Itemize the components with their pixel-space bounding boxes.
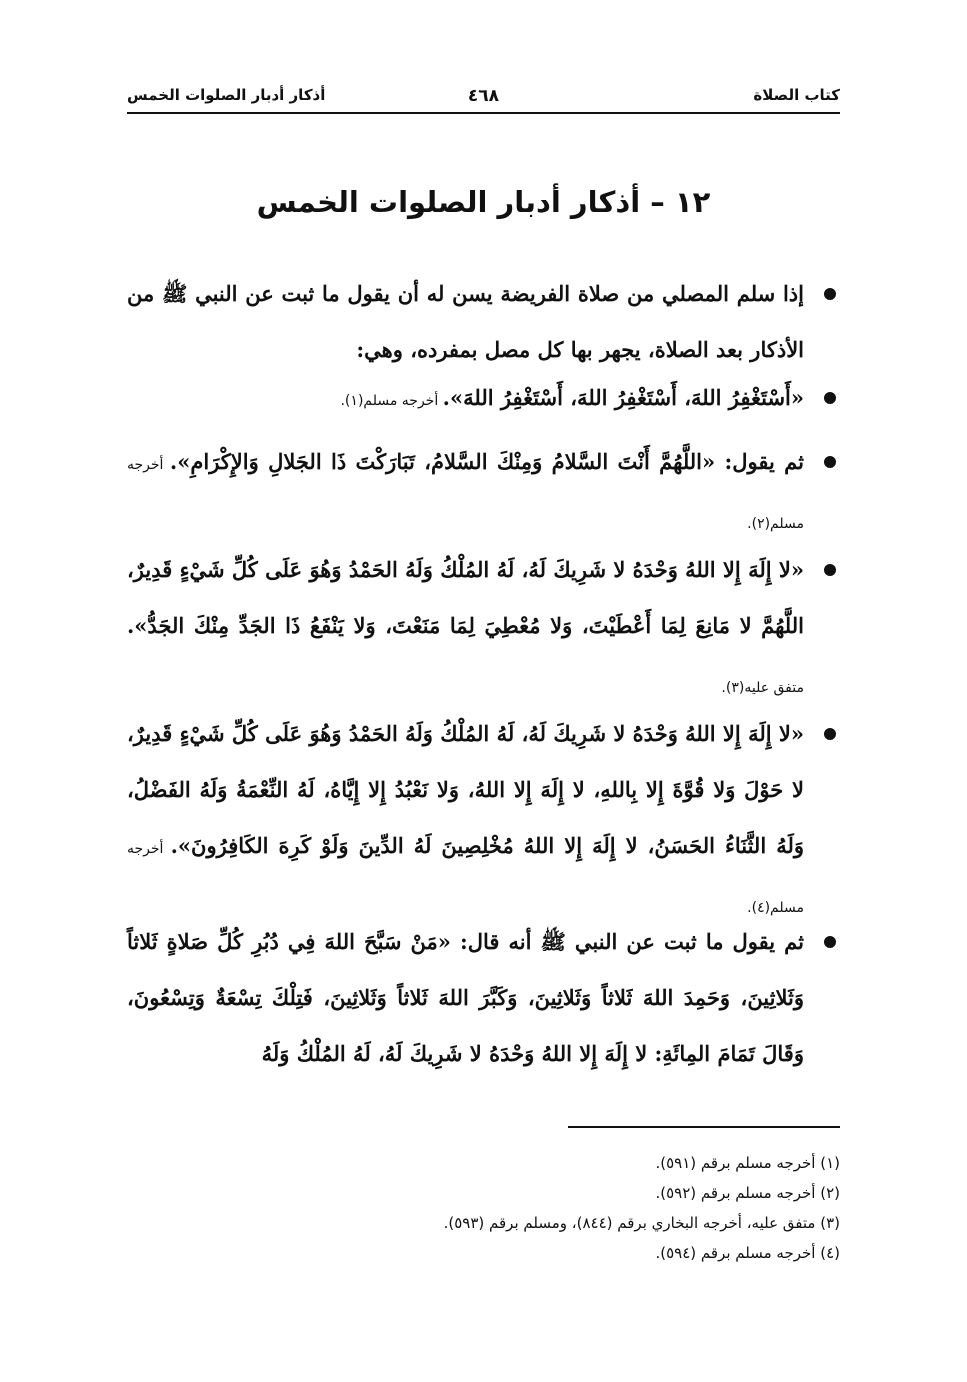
- item-text: ثم يقول: «اللَّهُمَّ أَنْتَ السَّلامُ وَمِنْكَ السَّلامُ، تَبَارَكْتَ ذَا الجَلالِ وَالإِكْرَامِ».: [169, 449, 804, 474]
- chapter-heading: ١٢ – أذكار أدبار الصلوات الخمس: [256, 185, 711, 219]
- item-text: إذا سلم المصلي من صلاة الفريضة يسن له أن يقول ما ثبت عن النبي ﷺ من الأذكار بعد الصلاة، يجهر بها كل مصل بمفرده، وهي:: [127, 281, 804, 362]
- page-number: ٤٦٨: [467, 86, 500, 106]
- header-chapter-title: أذكار أدبار الصلوات الخمس: [127, 86, 326, 104]
- item-source: أخرجه مسلم(٢).: [127, 457, 804, 532]
- footnote-1: (١) أخرجه مسلم برقم (٥٩١).: [655, 1154, 840, 1172]
- list-item: [127, 370, 840, 429]
- item-source: أخرجه مسلم(١).: [340, 393, 443, 409]
- header-book-title: كتاب الصلاة: [753, 86, 840, 104]
- footnote-divider: [568, 1126, 840, 1128]
- running-header: [127, 86, 840, 114]
- footnote-3: (٣) متفق عليه، أخرجه البخاري برقم (٨٤٤)، ومسلم برقم (٥٩٣).: [443, 1214, 840, 1232]
- footnote-4: (٤) أخرجه مسلم برقم (٥٩٤).: [655, 1244, 840, 1262]
- item-text: «لا إِلَهَ إِلا اللهُ وَحْدَهُ لا شَرِيكَ لَهُ، لَهُ المُلْكُ وَلَهُ الحَمْدُ وَهُوَ عَلَى كُلِّ شَيْءٍ قَدِيرٌ، اللَّهُمَّ لا مَانِعَ لِمَا أَعْطَيْتَ، وَلا مُعْطِيَ لِمَا مَنَعْتَ، وَلا يَنْفَعُ ذَا الجَدِّ مِنْكَ الجَدُّ».: [127, 557, 804, 638]
- item-source: متفق عليه(٣).: [721, 680, 804, 696]
- item-source: أخرجه مسلم(٤).: [127, 841, 804, 916]
- footnotes: [127, 1148, 840, 1268]
- footnote-2: (٢) أخرجه مسلم برقم (٥٩٢).: [655, 1184, 840, 1202]
- list-item: [127, 706, 840, 936]
- list-item: [127, 266, 840, 378]
- item-text: ثم يقول ما ثبت عن النبي ﷺ أنه قال: «مَنْ سَبَّحَ اللهَ فِي دُبُرِ كُلِّ صَلاةٍ ثَلاثاً وَثَلاثِينَ، وَحَمِدَ اللهَ ثَلاثاً وَثَلاثِينَ، وَكَبَّرَ اللهَ ثَلاثاً وَثَلاثِينَ، فَتِلْكَ تِسْعَةٌ وَتِسْعُونَ، وَقَالَ تَمَامَ المِائَةِ: لا إِلَهَ إِلا اللهُ وَحْدَهُ لا شَرِيكَ لَهُ، لَهُ المُلْكُ وَلَهُ: [127, 929, 804, 1066]
- item-text: «لا إِلَهَ إِلا اللهُ وَحْدَهُ لا شَرِيكَ لَهُ، لَهُ المُلْكُ وَلَهُ الحَمْدُ وَهُوَ عَلَى كُلِّ شَيْءٍ قَدِيرٌ، لا حَوْلَ وَلا قُوَّةَ إِلا بِاللهِ، لا إِلَهَ إِلا اللهُ، وَلا نَعْبُدُ إِلا إِيَّاهُ، لَهُ النِّعْمَةُ وَلَهُ الفَضْلُ، وَلَهُ الثَّنَاءُ الحَسَنُ، لا إِلَهَ إِلا اللهُ مُخْلِصِينَ لَهُ الدِّينَ وَلَوْ كَرِهَ الكَافِرُونَ».: [127, 721, 804, 858]
- list-item: [127, 914, 840, 1082]
- list-item: [127, 542, 840, 716]
- item-text: «أَسْتَغْفِرُ اللهَ، أَسْتَغْفِرُ اللهَ، أَسْتَغْفِرُ اللهَ».: [442, 385, 804, 410]
- list-item: [127, 434, 840, 552]
